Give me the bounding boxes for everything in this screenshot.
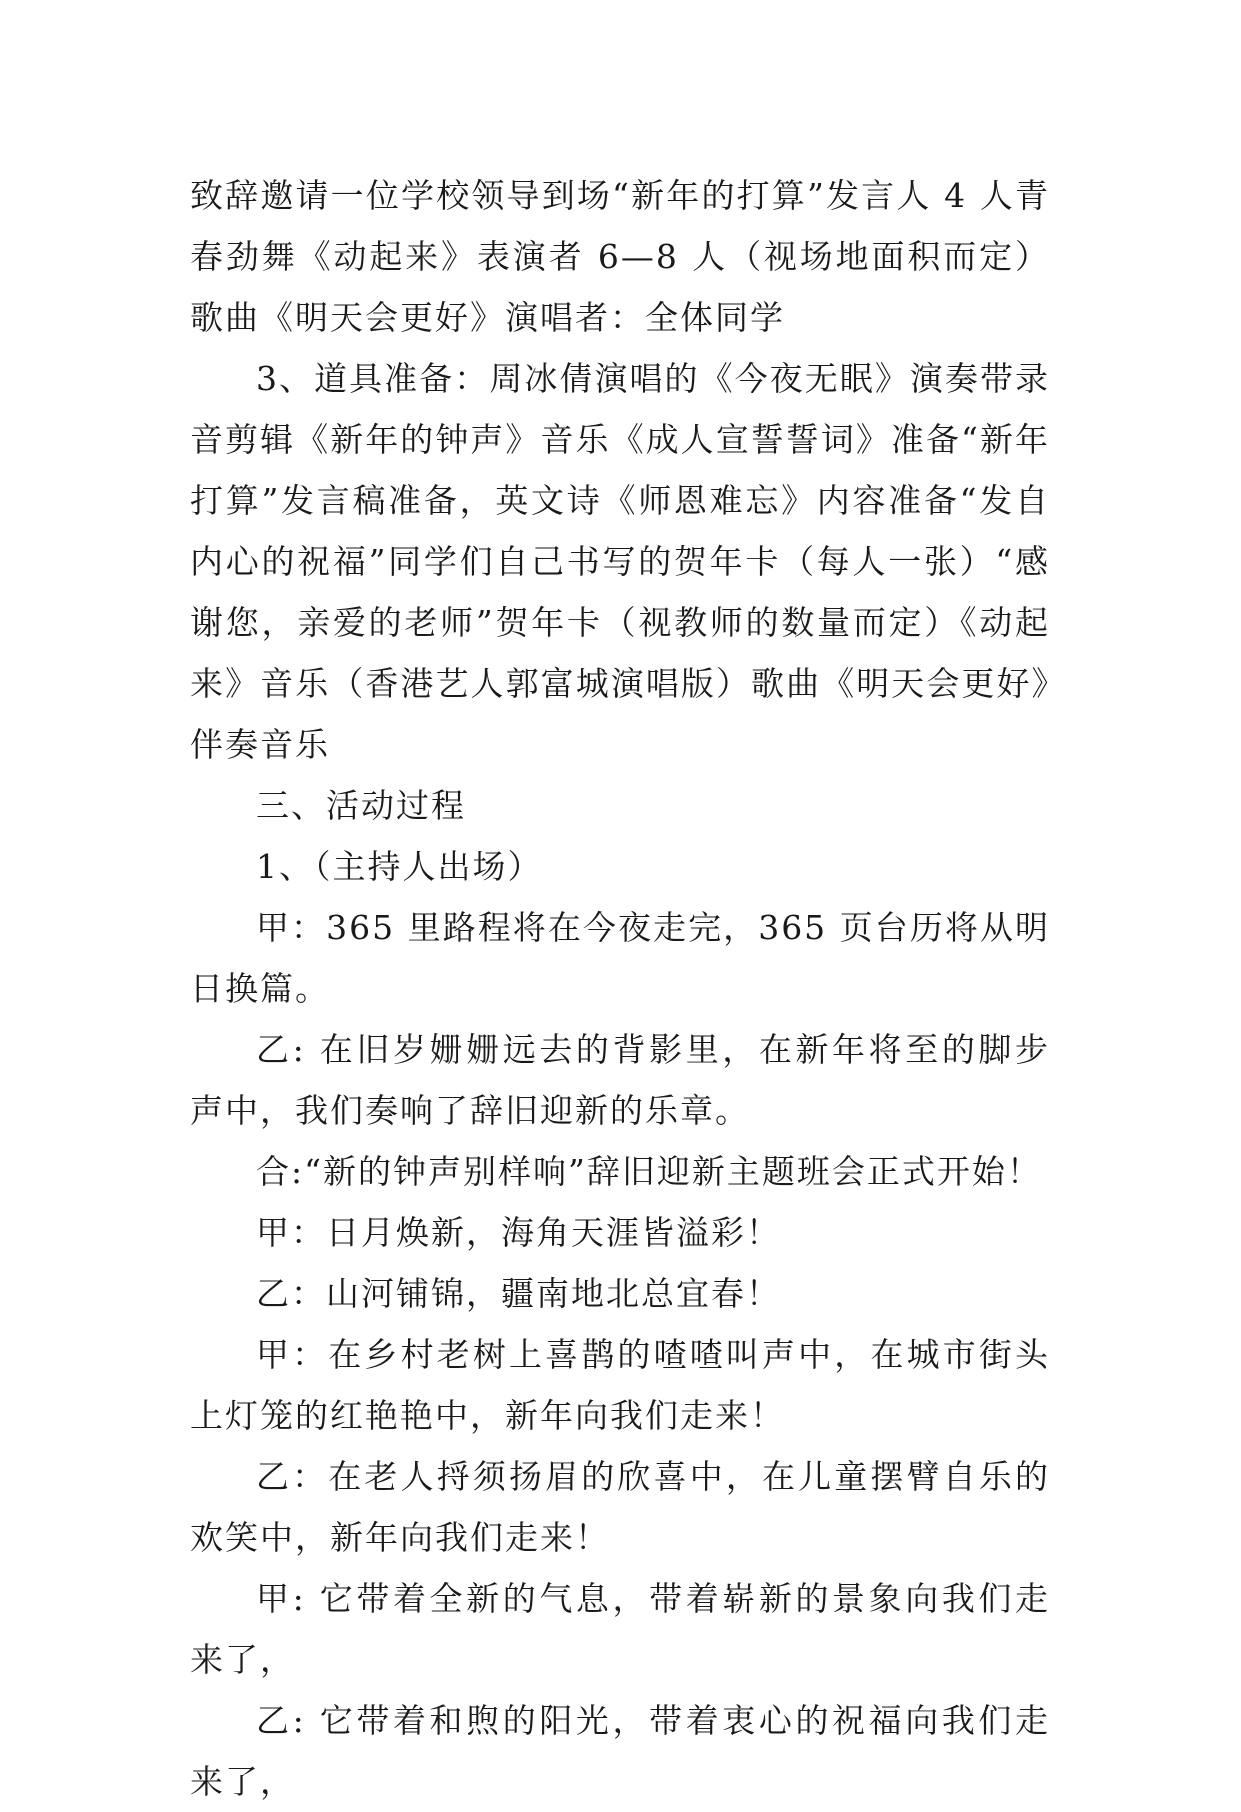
dialogue-line: 甲: 它带着全新的气息，带着崭新的景象向我们走来了，	[190, 1579, 1050, 1679]
dialogue-line: 甲：日月焕新，海角天涯皆溢彩！	[256, 1213, 781, 1252]
document-body	[190, 165, 1050, 1812]
paragraph-performers: 致辞邀请一位学校领导到场“新年的打算”发言人 4 人青春劲舞《动起来》表演者 6—8 人（视场地面积而定）歌曲《明天会更好》演唱者：全体同学	[190, 176, 1050, 337]
dialogue-line: 甲：365 里路程将在今夜走完，365 页台历将从明日换篇。	[190, 908, 1050, 1008]
dialogue-line: 乙: 在旧岁姗姗远去的背影里，在新年将至的脚步声中，我们奏响了辞旧迎新的乐章。	[190, 1030, 1050, 1130]
dialogue-line: 甲：在乡村老树上喜鹊的喳喳叫声中，在城市街头上灯笼的红艳艳中，新年向我们走来！	[190, 1335, 1050, 1435]
dialogue-line: 乙: 它带着和煦的阳光，带着衷心的祝福向我们走来了，	[190, 1701, 1050, 1801]
paragraph-props: 3、道具准备：周冰倩演唱的《今夜无眠》演奏带录音剪辑《新年的钟声》音乐《成人宣誓誓词》准备“新年打算”发言稿准备，英文诗《师恩难忘》内容准备“发自内心的祝福”同学们自己书写的贺年卡（每人一张）“感谢您，亲爱的老师”贺年卡（视教师的数量而定）《动起来》音乐（香港艺人郭富城演唱版）歌曲《明天会更好》伴奏音乐	[190, 359, 1050, 764]
dialogue-line: 合:“新的钟声别样响”辞旧迎新主题班会正式开始！	[256, 1152, 1042, 1191]
dialogue-line: 乙：在老人捋须扬眉的欣喜中，在儿童摆臂自乐的欢笑中，新年向我们走来！	[190, 1457, 1050, 1557]
dialogue-line: 乙：山河铺锦，疆南地北总宜春！	[256, 1274, 781, 1313]
section-heading-process: 三、活动过程	[256, 786, 466, 825]
paragraph-host-entrance: 1、（主持人出场）	[256, 847, 543, 886]
